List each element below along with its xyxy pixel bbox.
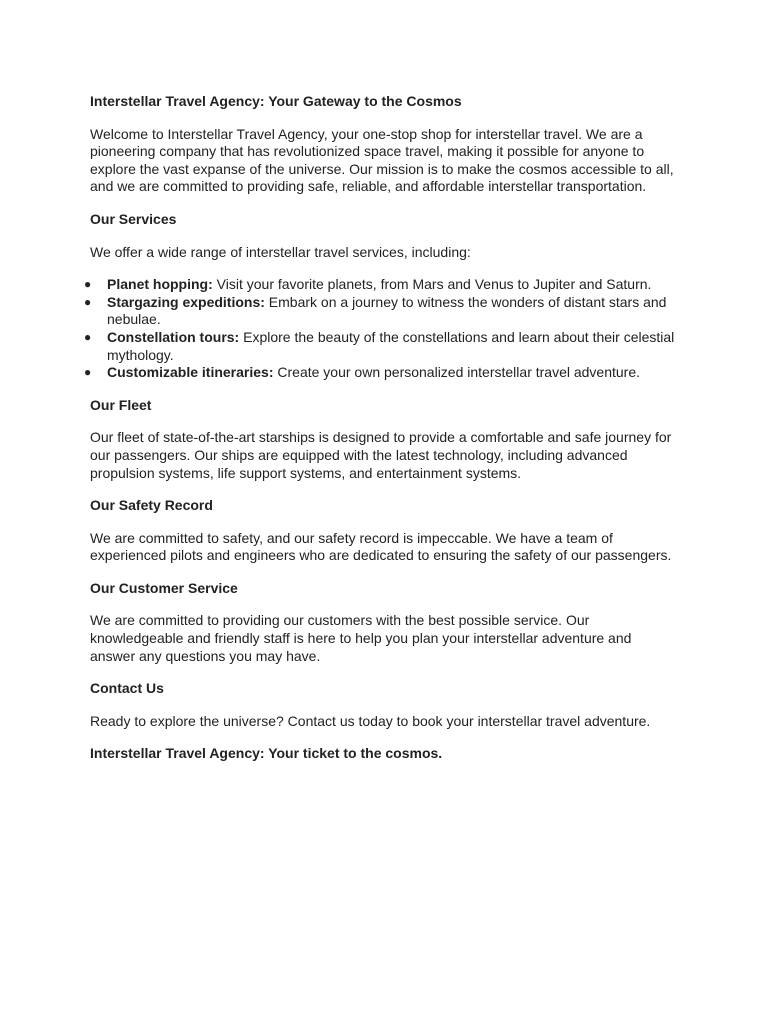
fleet-paragraph: Our fleet of state-of-the-art starships is designed to provide a comfortable and safe journey for our passengers. Our ships are equipped with the latest technology, including advanced propulsion systems, life support systems, and entertainment systems. bbox=[90, 429, 672, 481]
services-list bbox=[84, 276, 680, 382]
service-item-text: Visit your favorite planets, from Mars and Venus to Jupiter and Saturn. bbox=[212, 276, 652, 293]
document-title: Interstellar Travel Agency: Your Gateway to the Cosmos bbox=[90, 93, 462, 109]
service-item-planet-hopping bbox=[84, 276, 680, 294]
service-item-customizable-itineraries bbox=[84, 364, 680, 382]
bullet-icon: ● bbox=[84, 294, 92, 309]
bullet-icon: ● bbox=[84, 277, 92, 292]
service-item-text: Explore the beauty of the constellations and learn about their celestial mythology. bbox=[107, 328, 675, 363]
customer-service-heading: Our Customer Service bbox=[90, 579, 238, 596]
service-item-text: Create your own personalized interstellar travel adventure. bbox=[273, 364, 641, 381]
fleet-heading: Our Fleet bbox=[90, 396, 152, 413]
service-item-title: Constellation tours: bbox=[107, 328, 240, 345]
service-item-text: Embark on a journey to witness the wonders of distant stars and nebulae. bbox=[107, 293, 667, 328]
bullet-icon: ● bbox=[84, 329, 92, 344]
contact-heading: Contact Us bbox=[90, 680, 164, 697]
document-page bbox=[84, 93, 680, 763]
service-item-title: Customizable itineraries: bbox=[107, 364, 274, 381]
bullet-icon: ● bbox=[84, 365, 92, 380]
safety-heading: Our Safety Record bbox=[90, 497, 213, 514]
closing-tagline: Interstellar Travel Agency: Your ticket to the cosmos. bbox=[90, 745, 443, 762]
intro-paragraph: Welcome to Interstellar Travel Agency, your one-stop shop for interstellar travel. We are a pioneering company that has revolutionized space travel, making it possible for anyone to explore the vast expanse of the universe. Our mission is to make the cosmos accessible to all, and we are committed to providing safe, reliable, and affordable interstellar transportation. bbox=[90, 125, 674, 195]
services-lead: We offer a wide range of interstellar travel services, including: bbox=[90, 243, 471, 260]
customer-service-paragraph: We are committed to providing our customers with the best possible service. Our knowledgeable and friendly staff is here to help you plan your interstellar adventure and answer any questions you may have. bbox=[90, 612, 632, 664]
service-item-title: Planet hopping: bbox=[107, 276, 213, 293]
services-heading: Our Services bbox=[90, 210, 177, 227]
service-item-title: Stargazing expeditions: bbox=[107, 293, 265, 310]
service-item-constellation-tours bbox=[84, 328, 680, 364]
safety-paragraph: We are committed to safety, and our safety record is impeccable. We have a team of experienced pilots and engineers who are dedicated to ensuring the safety of our passengers. bbox=[90, 529, 672, 564]
contact-paragraph: Ready to explore the universe? Contact us today to book your interstellar travel adventure. bbox=[90, 712, 651, 729]
service-item-stargazing bbox=[84, 293, 680, 329]
